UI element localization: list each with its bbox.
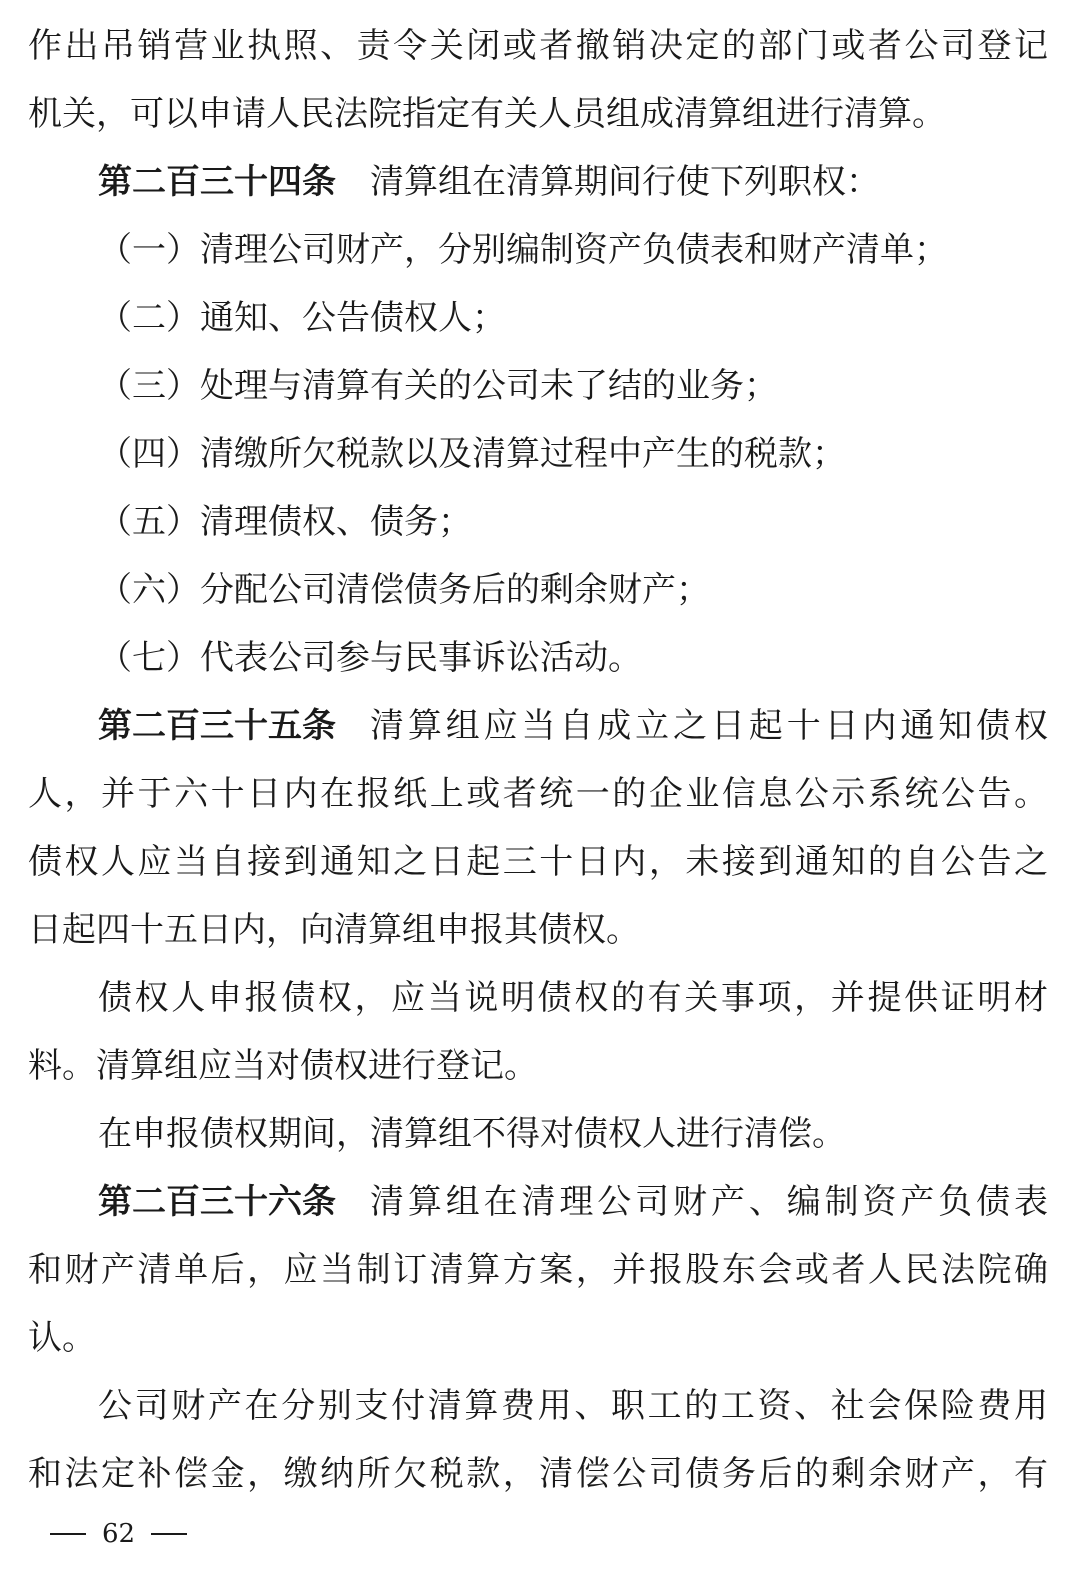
- list-item: （四）清缴所欠税款以及清算过程中产生的税款；: [98, 434, 846, 474]
- text-line: 机关，可以申请人民法院指定有关人员组成清算组进行清算。: [28, 94, 946, 134]
- text-line: 在申报债权期间，清算组不得对债权人进行清偿。: [98, 1114, 846, 1154]
- list-item: （二）通知、公告债权人；: [98, 298, 506, 338]
- article-heading: 第二百三十五条: [98, 706, 336, 746]
- page-footer: [34, 1514, 203, 1554]
- text-line: 日起四十五日内，向清算组申报其债权。: [28, 910, 640, 950]
- text-line: 和财产清单后，应当制订清算方案，并报股东会或者人民法院确: [28, 1250, 1048, 1290]
- text-line: 人，并于六十日内在报纸上或者统一的企业信息公示系统公告。: [28, 774, 1048, 814]
- list-item: （五）清理债权、债务；: [98, 502, 472, 542]
- article-236: [98, 1168, 1048, 1236]
- text-line: 作出吊销营业执照、责令关闭或者撤销决定的部门或者公司登记: [28, 26, 1048, 66]
- list-item: （三）处理与清算有关的公司未了结的业务；: [98, 366, 778, 406]
- text-line: 公司财产在分别支付清算费用、职工的工资、社会保险费用: [98, 1386, 1048, 1426]
- footer-dash-right: [151, 1533, 187, 1535]
- text-line: 和法定补偿金，缴纳所欠税款，清偿公司债务后的剩余财产，有: [28, 1454, 1048, 1494]
- text-line: 债权人申报债权，应当说明债权的有关事项，并提供证明材: [98, 978, 1048, 1018]
- footer-dash-left: [50, 1533, 86, 1535]
- article-text: 清算组在清算期间行使下列职权：: [370, 162, 880, 202]
- article-text: 清算组应当自成立之日起十日内通知债权: [370, 706, 1048, 746]
- article-text: 清算组在清理公司财产、编制资产负债表: [370, 1182, 1048, 1222]
- page-number: 62: [102, 1519, 136, 1549]
- list-item: （六）分配公司清偿债务后的剩余财产；: [98, 570, 710, 610]
- article-heading: 第二百三十四条: [98, 162, 336, 202]
- text-line: 认。: [28, 1318, 96, 1358]
- list-item: （一）清理公司财产，分别编制资产负债表和财产清单；: [98, 230, 948, 270]
- article-234: [98, 148, 880, 216]
- text-line: 债权人应当自接到通知之日起三十日内，未接到通知的自公告之: [28, 842, 1048, 882]
- article-heading: 第二百三十六条: [98, 1182, 336, 1222]
- article-235: [98, 692, 1048, 760]
- text-line: 料。清算组应当对债权进行登记。: [28, 1046, 538, 1086]
- list-item: （七）代表公司参与民事诉讼活动。: [98, 638, 642, 678]
